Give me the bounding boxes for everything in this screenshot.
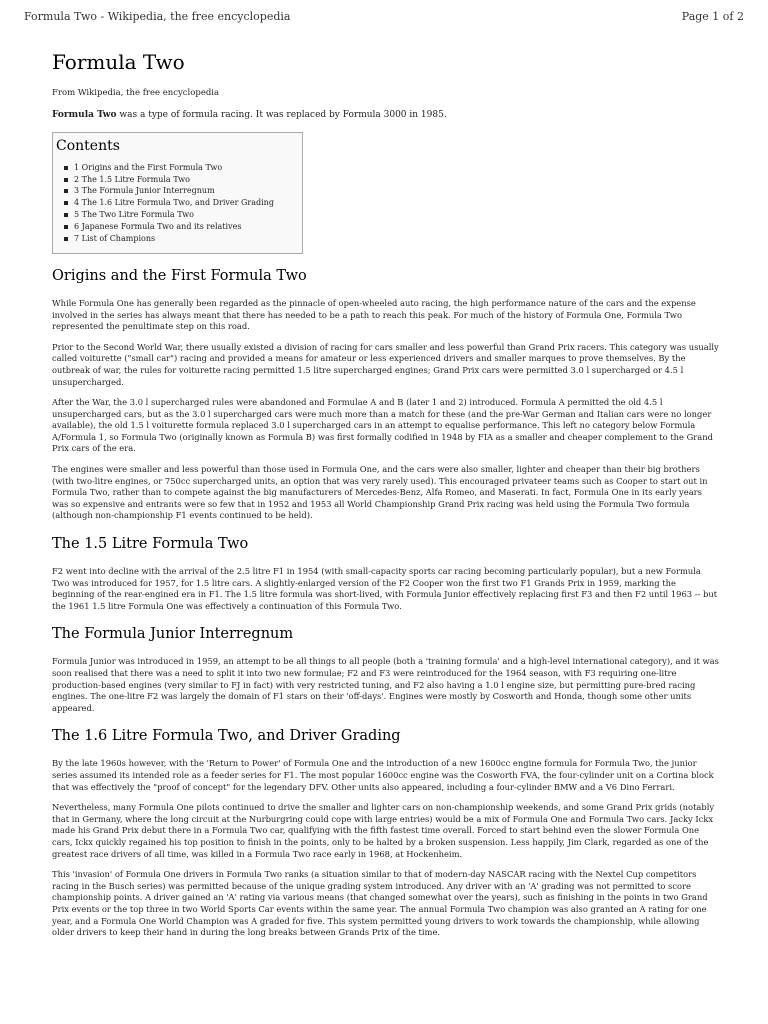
paragraph: Prior to the Second World War, there usually existed a division of racing for cars smaller and less powerful than Grand Prix racers. This category was usually called voiturette ("small car") racing and provided a means for amateur or less experienced drivers and smaller marques to prove themselves. By the outbreak of war, the rules for voiturette racing permitted 1.5 litre supercharged engines; Grand Prix cars were permitted 3.0 l supercharged or 4.5 l unsupercharged. <box>52 341 719 387</box>
toc-item-two-litre[interactable]: 5 The Two Litre Formula Two <box>74 209 302 221</box>
toc-item-formula-junior[interactable]: 3 The Formula Junior Interregnum <box>74 185 302 197</box>
paragraph: After the War, the 3.0 l supercharged rules were abandoned and Formulae A and B (later 1 and 2) introduced. Formula A permitted the old 4.5 l unsupercharged cars, but as the 3.0 l supercharged cars were much more than a match for these (and the pre-War German and Italian cars were no longer available), the old 1.5 l voiturette formula replaced 3.0 l supercharged cars in an attempt to equalise performance. This left no category below Formula A/Formula 1, so Formula Two (originally known as Formula B) was first formally codified in 1948 by FIA as a smaller and cheaper complement to the Grand Prix cars of the era. <box>52 397 713 454</box>
paragraph: Formula Junior was introduced in 1959, an attempt to be all things to all people (both a 'training formula' and a high-level international category), and it was soon realised that there was a need to split it into two new formulae; F2 and F3 were reintroduced for the 1964 season, with F3 requiring one-litre production-based engines (very similar to FJ in fact) with very restricted tuning, and F2 also having a 1.0 l engine size, but permitting pure-bred racing engines. The one-litre F2 was largely the domain of F1 stars on their 'off-days'. Engines were mostly by Cosworth and Honda, though some other units appeared. <box>52 656 719 713</box>
table-of-contents <box>52 132 303 254</box>
toc-item-champions[interactable]: 7 List of Champions <box>74 233 302 245</box>
toc-list <box>56 162 302 245</box>
section-heading: The 1.5 Litre Formula Two <box>52 536 249 553</box>
paragraph: This 'invasion' of Formula One drivers in Formula Two ranks (a situation similar to that of modern-day NASCAR racing with the Nextel Cup competitors racing in the Busch series) was permitted because of the unique grading system introduced. Any driver with an 'A' grading was not permitted to score championship points. A driver gained an 'A' rating via various means (that changed somewhat over the years), such as finishing in the points in two Grand Prix events or the top three in two World Sports Car events within the same year. The annual Formula Two champion was also granted an A rating for one year, and a Formula One World Champion was A graded for five. This system permitted young drivers to work towards the championship, while allowing older drivers to keep their hand in during the long breaks between Grands Prix of the time. <box>52 869 708 938</box>
intro-bold-term: Formula Two <box>52 110 117 120</box>
print-header-title: Formula Two - Wikipedia, the free encyclopedia <box>24 10 291 23</box>
paragraph: The engines were smaller and less powerful than those used in Formula One, and the cars were also smaller, lighter and cheaper than their big brothers (with two-litre engines, or 750cc supercharged units, an option that was very rarely used). This encouraged privateer teams such as Cooper to start out in Formula Two, rather than to compete against the big manufacturers of Mercedes-Benz, Alfa Romeo, and Maserati. In fact, Formula One in its early years was so expensive and entrants were so few that in 1952 and 1953 all World Championship Grand Prix racing was held using the Formula Two formula (although non-championship F1 events continued to be held). <box>52 464 708 521</box>
toc-title: Contents <box>56 137 120 154</box>
section-heading: Origins and the First Formula Two <box>52 267 307 284</box>
toc-item-1-6-litre[interactable]: 4 The 1.6 Litre Formula Two, and Driver Grading <box>74 197 302 209</box>
paragraph: F2 went into decline with the arrival of the 2.5 litre F1 in 1954 (with small-capacity sports car racing becoming particularly popular), but a new Formula Two was introduced for 1957, for 1.5 litre cars. A slightly-enlarged version of the F2 Cooper won the first two F1 Grands Prix in 1959, marking the beginning of the rear-engined era in F1. The 1.5 litre formula was short-lived, with Formula Junior effectively replacing first F3 and then F2 until 1963 -- but the 1961 1.5 litre Formula One was effectively a continuation of this Formula Two. <box>52 566 718 611</box>
toc-item-1-5-litre[interactable]: 2 The 1.5 Litre Formula Two <box>74 174 302 186</box>
paragraph: While Formula One has generally been regarded as the pinnacle of open-wheeled auto racing, the high performance nature of the cars and the expense involved in the series has always meant that there has needed to be a path to reach this peak. For much of the history of Formula One, Formula Two represented the penultimate step on this road. <box>52 297 696 332</box>
paragraph: Nevertheless, many Formula One pilots continued to drive the smaller and lighter cars on non-championship weekends, and some Grand Prix grids (notably that in Germany, where the long circuit at the Nurburgring could cope with large entries) would be a mix of Formula One and Formula Two cars. Jacky Ickx made his Grand Prix debut there in a Formula Two car, qualifying with the fifth fastest time overall. Forced to start behind even the slower Formula One cars, Ickx quickly regained his top position to finish in the points, only to be halted by a broken suspension. Less happily, Jim Clark, regarded as one of the greatest race drivers of all time, was killed in a Formula Two race early in 1968, at Hockenheim. <box>52 802 715 859</box>
article-content <box>52 50 720 948</box>
toc-item-origins[interactable]: 1 Origins and the First Formula Two <box>74 162 302 174</box>
print-header <box>24 10 744 23</box>
toc-item-japanese[interactable]: 6 Japanese Formula Two and its relatives <box>74 221 302 233</box>
intro-text: was a type of formula racing. It was replaced by Formula 3000 in 1985. <box>116 110 447 120</box>
intro-paragraph <box>52 110 720 122</box>
from-line: From Wikipedia, the free encyclopedia <box>52 88 220 98</box>
print-page-number: Page 1 of 2 <box>681 10 744 23</box>
paragraph: By the late 1960s however, with the 'Return to Power' of Formula One and the introduction of a new 1600cc engine formula for Formula Two, the junior series assumed its intended role as a feeder series for F1. The most popular 1600cc engine was the Cosworth FVA, the four-cylinder unit on a Cortina block that was effectively the "proof of concept" for the legendary DFV. Other units also appeared, including a four-cylinder BMW and a V6 Dino Ferrari. <box>52 758 714 792</box>
page-title: Formula Two <box>52 50 185 74</box>
section-heading: The 1.6 Litre Formula Two, and Driver Grading <box>52 728 401 745</box>
section-heading: The Formula Junior Interregnum <box>52 626 294 643</box>
